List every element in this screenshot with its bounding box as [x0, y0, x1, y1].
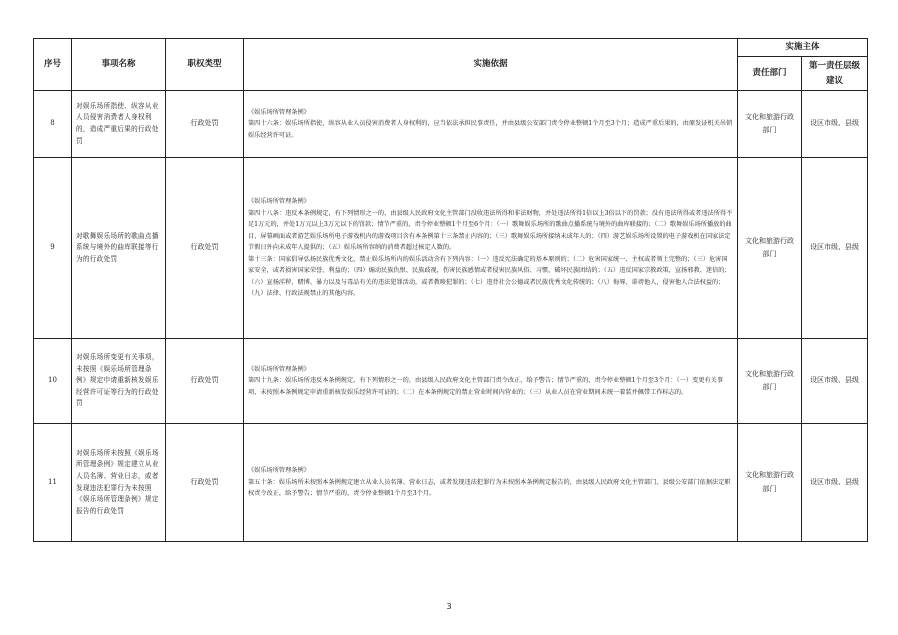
- row-no: 9: [34, 158, 72, 339]
- row-type: 行政处罚: [166, 339, 244, 424]
- header-level: 第一责任层级建议: [802, 57, 868, 91]
- basis-paragraph: 《娱乐场所管理条例》: [248, 467, 310, 475]
- row-level: 设区市级、县级: [802, 91, 868, 158]
- basis-paragraph: 《娱乐场所管理条例》: [248, 198, 310, 206]
- row-no: 11: [34, 424, 72, 542]
- row-name: 对娱乐场所变更有关事项，未按照《娱乐场所管理条例》规定申请重新核发娱乐经营许可证等行为的行政处罚: [72, 339, 166, 424]
- basis-paragraph: 第五十条：娱乐场所未按照本条例规定建立从业人员名簿、营业日志，或者发现违法犯罪行为未按照本条例规定报告的，由县级人民政府文化主管部门、县级公安部门依据法定职权责令改正，给予警告；情节严重的，责令停业整顿1个月至3个月。: [248, 478, 731, 498]
- header-dept: 责任部门: [738, 57, 802, 91]
- table-row: [34, 339, 868, 424]
- table-row: [34, 424, 868, 542]
- header-no: 序号: [34, 39, 72, 91]
- basis-paragraph: 第四十八条：违反本条例规定，有下列情形之一的，由县级人民政府文化主管部门没收违法所得和非法财物，并处违法所得1倍以上3倍以下的罚款；没有违法所得或者违法所得不足1万元的，并处1万元以上3万元以下的罚款；情节严重的，责令停业整顿1个月至6个月：（一）歌舞娱乐场所的歌曲点播系统与境外的曲库联接的；（二）歌舞娱乐场所播放的曲目、屏幕画面或者游艺娱乐场所电子游戏机内的游戏项目含有本条例第十三条禁止内容的；（三）歌舞娱乐场所接纳未成年人的；（四）游艺娱乐场所设置的电子游戏机在国家法定节假日外向未成年人提供的；（五）娱乐场所容纳的消费者超过核定人数的。: [248, 209, 733, 252]
- header-name: 事项名称: [72, 39, 166, 91]
- row-dept: 文化和旅游行政部门: [738, 424, 802, 542]
- basis-paragraph: 《娱乐场所管理条例》: [248, 108, 310, 116]
- header-type: 职权类型: [166, 39, 244, 91]
- row-type: 行政处罚: [166, 158, 244, 339]
- row-name: 对歌舞娱乐场所的歌曲点播系统与境外的曲库联接等行为的行政处罚: [72, 158, 166, 339]
- table-row: [34, 91, 868, 158]
- table-row: [34, 158, 868, 339]
- row-level: 设区市级、县级: [802, 339, 868, 424]
- row-name: 对娱乐场所指使、纵容从业人员侵害消费者人身权利的，造成严重后果的行政处罚: [72, 91, 166, 158]
- row-dept: 文化和旅游行政部门: [738, 91, 802, 158]
- row-dept: 文化和旅游行政部门: [738, 158, 802, 339]
- basis-paragraph: 第四十六条：娱乐场所指使、纵容从业人员侵害消费者人身权利的，应当依法承担民事责任，并由县级公安部门责令停业整顿1个月至3个月；造成严重后果的，由原发证机关吊销娱乐经营许可证。: [248, 120, 733, 139]
- row-basis: [244, 91, 738, 158]
- row-basis: [244, 339, 738, 424]
- basis-paragraph: 《娱乐场所管理条例》: [248, 365, 310, 373]
- header-basis: 实施依据: [244, 39, 738, 91]
- row-basis: [244, 424, 738, 542]
- regulation-table: [33, 38, 868, 542]
- row-no: 10: [34, 339, 72, 424]
- row-basis: [244, 158, 738, 339]
- row-level: 设区市级、县级: [802, 158, 868, 339]
- row-dept: 文化和旅游行政部门: [738, 339, 802, 424]
- row-level: 设区市级、县级: [802, 424, 868, 542]
- page-number: 3: [446, 602, 452, 611]
- row-no: 8: [34, 91, 72, 158]
- basis-paragraph: 第四十九条：娱乐场所违反本条例规定，有下列情形之一的，由县级人民政府文化主管部门责令改正，给予警告；情节严重的，责令停业整顿1个月至3个月：（一）变更有关事项，未按照本条例规定申请重新核发娱乐经营许可证的；（二）在本条例规定的禁止营业时间内营业的；（三）从业人员在营业期间未统一着装并佩带工作标志的。: [248, 377, 724, 396]
- row-type: 行政处罚: [166, 91, 244, 158]
- row-name: 对娱乐场所未按照《娱乐场所管理条例》规定建立从业人员名簿、营业日志，或者发现违法犯罪行为未按照《娱乐场所管理条例》规定报告的行政处罚: [72, 424, 166, 542]
- header-subject: 实施主体: [738, 39, 868, 57]
- row-type: 行政处罚: [166, 424, 244, 542]
- basis-paragraph: 第十三条：国家倡导弘扬民族优秀文化，禁止娱乐场所内的娱乐活动含有下列内容：（一）违反宪法确定的基本原则的；（二）危害国家统一、主权或者领土完整的；（三）危害国家安全，或者损害国家荣誉、利益的；（四）煽动民族仇恨、民族歧视，伤害民族感情或者侵害民族风俗、习惯，破坏民族团结的；（五）违反国家宗教政策，宣扬邪教、迷信的；（六）宣扬淫秽、赌博、暴力以及与毒品有关的违法犯罪活动，或者教唆犯罪的；（七）违背社会公德或者民族优秀文化传统的；（八）侮辱、诽谤他人，侵害他人合法权益的；（九）法律、行政法规禁止的其他内容。: [248, 255, 731, 298]
